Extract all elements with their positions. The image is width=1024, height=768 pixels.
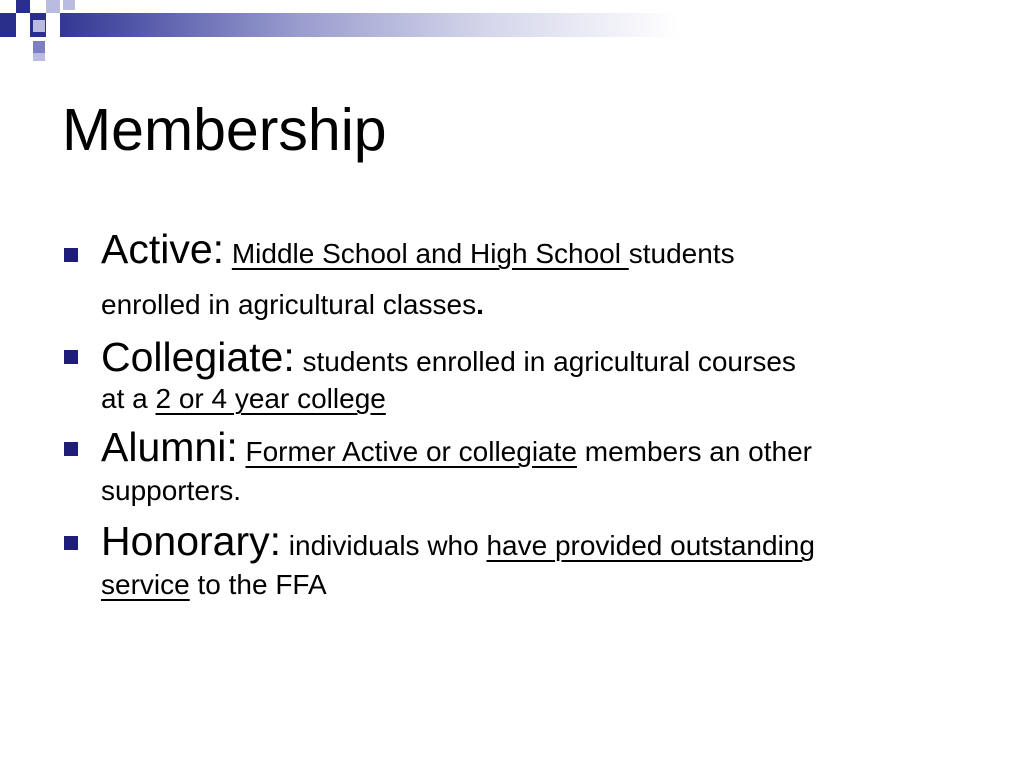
item-text: to the FFA <box>197 569 327 600</box>
item-text: at a <box>101 383 156 414</box>
list-item-honorary <box>64 516 974 604</box>
bullet-list <box>64 222 974 610</box>
header-gradient-bar <box>0 13 1024 37</box>
term-label: Honorary: <box>101 518 282 564</box>
square-bullet-icon <box>64 536 78 550</box>
term-label: Active: <box>101 226 225 272</box>
item-text: individuals who <box>288 530 487 561</box>
underlined-text: Former Active or collegiate <box>245 436 577 467</box>
list-item-active <box>64 222 974 326</box>
item-text: students <box>628 238 735 269</box>
decorative-square <box>16 0 30 14</box>
slide-title: Membership <box>62 97 387 163</box>
decorative-square <box>33 20 45 32</box>
decorative-square <box>63 0 75 10</box>
square-bullet-icon <box>64 350 78 364</box>
term-label: Collegiate: <box>101 334 295 380</box>
term-label: Alumni: <box>101 424 238 470</box>
decorative-square <box>46 0 60 14</box>
square-bullet-icon <box>64 248 78 262</box>
decorative-square <box>16 13 30 37</box>
decorative-square <box>33 41 45 53</box>
decorative-square <box>16 37 30 49</box>
item-text: members an other <box>584 436 812 467</box>
underlined-text: have provided outstanding <box>486 530 815 561</box>
item-text: students enrolled in agricultural courses <box>302 346 796 377</box>
item-text: supporters. <box>101 475 242 506</box>
underlined-text: 2 or 4 year college <box>155 383 386 414</box>
list-item-collegiate <box>64 332 974 416</box>
list-item-alumni <box>64 422 974 510</box>
item-text: enrolled in agricultural classes <box>101 289 477 320</box>
square-bullet-icon <box>64 442 78 456</box>
period-text: . <box>476 289 484 320</box>
underlined-text: Middle School and High School <box>231 238 629 269</box>
decorative-square <box>33 53 45 61</box>
decorative-square <box>46 13 60 37</box>
underlined-text: service <box>101 569 190 600</box>
